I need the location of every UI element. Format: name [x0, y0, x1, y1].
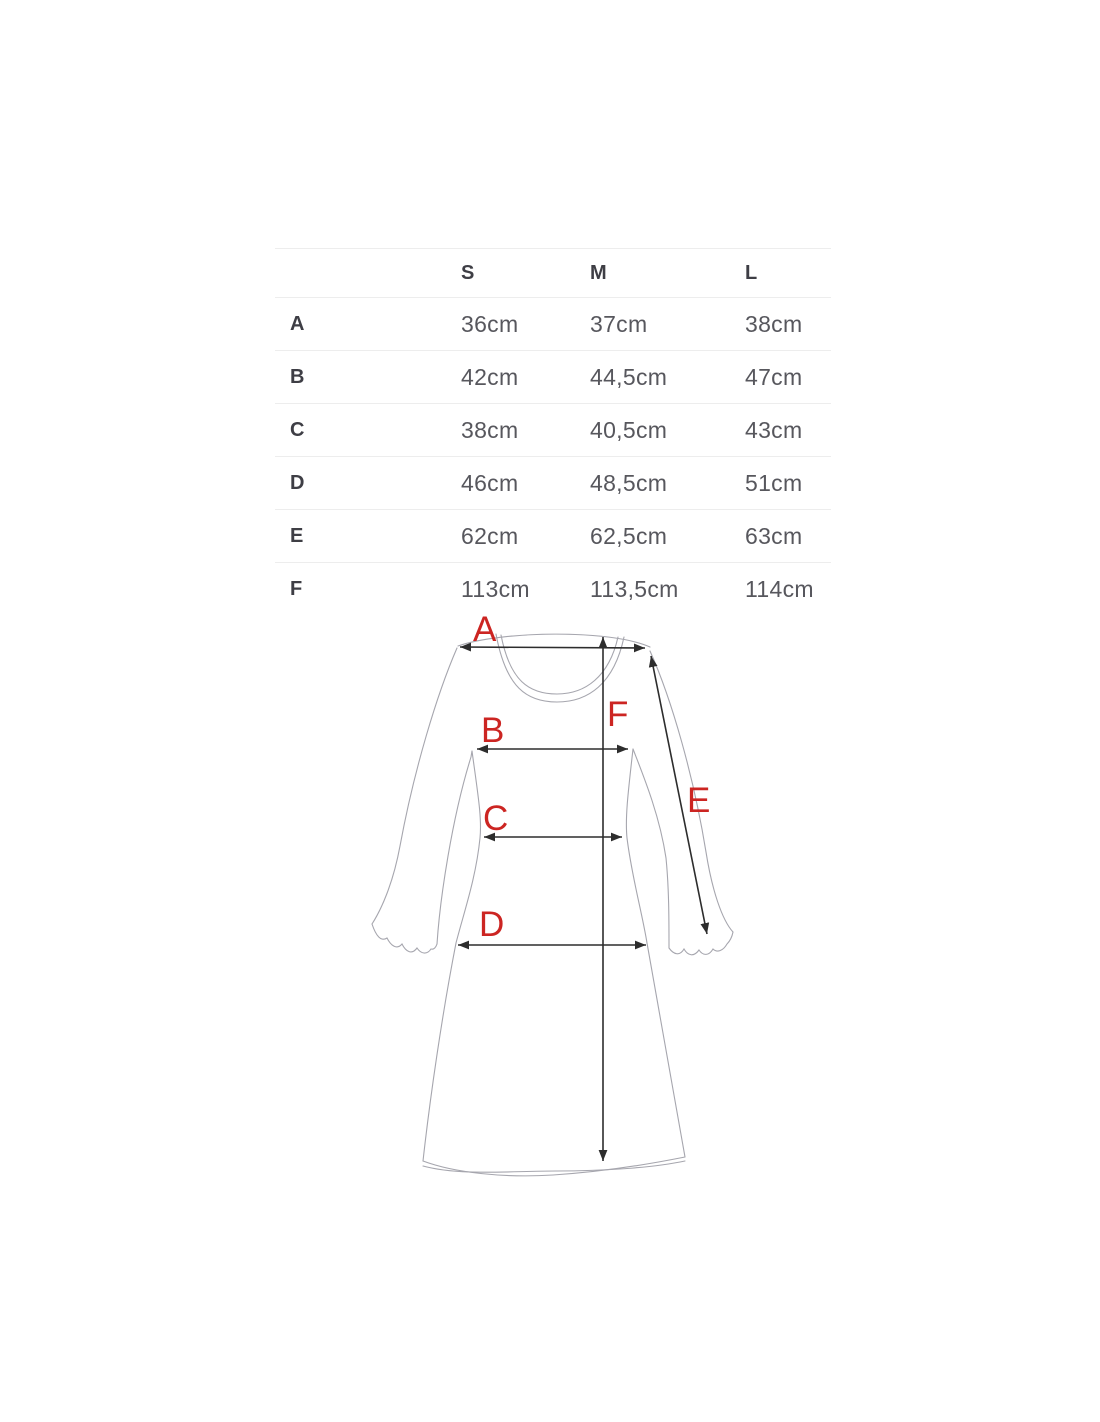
size-value: 38cm [461, 416, 519, 443]
size-table [275, 248, 831, 615]
size-value: 113cm [461, 575, 530, 602]
size-value: 38cm [745, 310, 803, 337]
size-value: 36cm [461, 310, 519, 337]
size-value: 114cm [745, 575, 814, 602]
dress-size-diagram [300, 590, 800, 1200]
row-label: C [290, 418, 305, 441]
size-value: 51cm [745, 469, 803, 496]
dress-body-right-edge [626, 749, 685, 1157]
size-value: 113,5cm [590, 575, 679, 602]
dress-right-sleeve-inner [633, 749, 669, 948]
size-value: 40,5cm [590, 416, 668, 443]
dress-neckline-outer [496, 634, 624, 702]
dress-left-cuff [372, 924, 437, 953]
size-value: 47cm [745, 363, 803, 390]
measurement-label-d: D [479, 905, 505, 944]
row-label: E [290, 524, 304, 547]
size-value: 42cm [461, 363, 519, 390]
measurement-label-f: F [607, 695, 629, 734]
dress-left-sleeve-inner [437, 751, 472, 944]
size-value: 44,5cm [590, 363, 668, 390]
table-row [275, 404, 831, 457]
measurement-label-b: B [481, 711, 505, 750]
size-value: 43cm [745, 416, 803, 443]
row-label: F [290, 577, 303, 600]
row-label: B [290, 365, 305, 388]
size-value: 46cm [461, 469, 519, 496]
table-row [275, 351, 831, 404]
row-label: A [290, 312, 305, 335]
size-value: 63cm [745, 522, 803, 549]
table-row [275, 457, 831, 510]
measurement-label-a: A [473, 610, 497, 649]
table-row [275, 510, 831, 563]
column-header-s: S [461, 261, 475, 284]
size-value: 37cm [590, 310, 648, 337]
measurement-label-e: E [687, 781, 711, 820]
measurement-label-c: C [483, 799, 509, 838]
size-value: 62,5cm [590, 522, 668, 549]
table-row [275, 298, 831, 351]
dress-body-left-edge [423, 751, 481, 1161]
column-header-l: L [745, 261, 758, 284]
dress-outline [372, 634, 733, 1176]
dress-right-cuff [669, 932, 733, 955]
row-label: D [290, 471, 305, 494]
size-value: 62cm [461, 522, 519, 549]
table-header-row [275, 248, 831, 298]
size-value: 48,5cm [590, 469, 668, 496]
column-header-m: M [590, 261, 607, 284]
dress-hem-outer [423, 1157, 685, 1176]
